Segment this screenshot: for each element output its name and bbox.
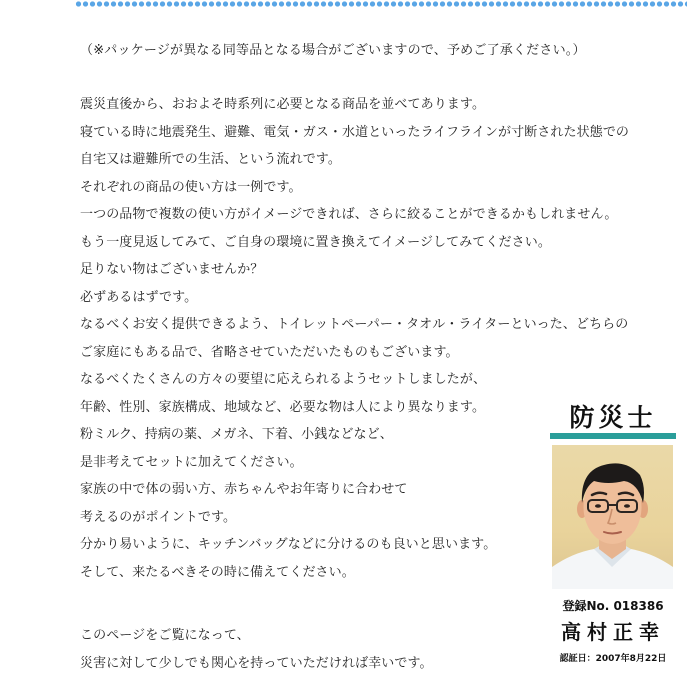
body-line: 考えるのがポイントです。 <box>80 509 237 525</box>
body-line: もう一度見返してみて、ご自身の環境に置き換えてイメージしてみてください。 <box>80 234 551 250</box>
body-line: なるべくお安く提供できるよう、トイレットペーパー・タオル・ライターといった、どちらの <box>80 317 629 332</box>
body-line: そして、来たるべきその時に備えてください。 <box>80 564 355 580</box>
disaster-prevention-id-card <box>550 394 676 672</box>
body-line: なるべくたくさんの方々の要望に応えられるようセットしましたが、 <box>80 372 487 387</box>
dotted-top-border <box>75 0 687 8</box>
card-stripe <box>550 433 676 439</box>
body-line: 自宅又は避難所での生活、という流れです。 <box>80 152 341 167</box>
body-line: 分かり易いように、キッチンバッグなどに分けるのも良いと思います。 <box>80 537 497 552</box>
certification-date: 認証日：2007年8月22日 <box>559 654 667 664</box>
holder-name: 高村正幸 <box>561 620 665 644</box>
card-title: 防災士 <box>569 403 657 432</box>
body-line: 是非考えてセットに加えてください。 <box>80 454 303 470</box>
body-line: 足りない物はございませんか？ <box>80 262 264 277</box>
body-line: それぞれの商品の使い方は一例です。 <box>80 179 302 195</box>
body-line: 年齢、性別、家族構成、地域など、必要な物は人により異なります。 <box>80 399 486 415</box>
body-line: 家族の中で体の弱い方、赤ちゃんやお年寄りに合わせて <box>80 482 408 497</box>
closing-line: このページをご覧になって、 <box>80 628 250 643</box>
portrait-photo <box>552 445 673 589</box>
body-line: 粉ミルク、持病の薬、メガネ、下着、小銭などなど、 <box>80 427 393 442</box>
closing-line: 災害に対して少しでも関心を持っていただければ幸いです。 <box>80 656 433 671</box>
body-line: 一つの品物で複数の使い方がイメージできれば、さらに絞ることができるかもしれません。 <box>80 207 618 222</box>
package-note: （※パッケージが異なる同等品となる場合がございますので、予めご了承ください。） <box>80 43 586 58</box>
body-line: 震災直後から、おおよそ時系列に必要となる商品を並べてあります。 <box>80 97 486 112</box>
portrait-illustration <box>552 445 673 589</box>
closing-text <box>80 626 433 682</box>
body-line: 必ずあるはずです。 <box>80 289 198 305</box>
body-line: ご家庭にもある品で、省略させていただいたものもございます。 <box>80 344 459 360</box>
body-line: 寝ている時に地震発生、避難、電気・ガス・水道といったライフラインが寸断された状態での <box>80 124 630 140</box>
registration-number: 登録No. 018386 <box>562 599 664 613</box>
